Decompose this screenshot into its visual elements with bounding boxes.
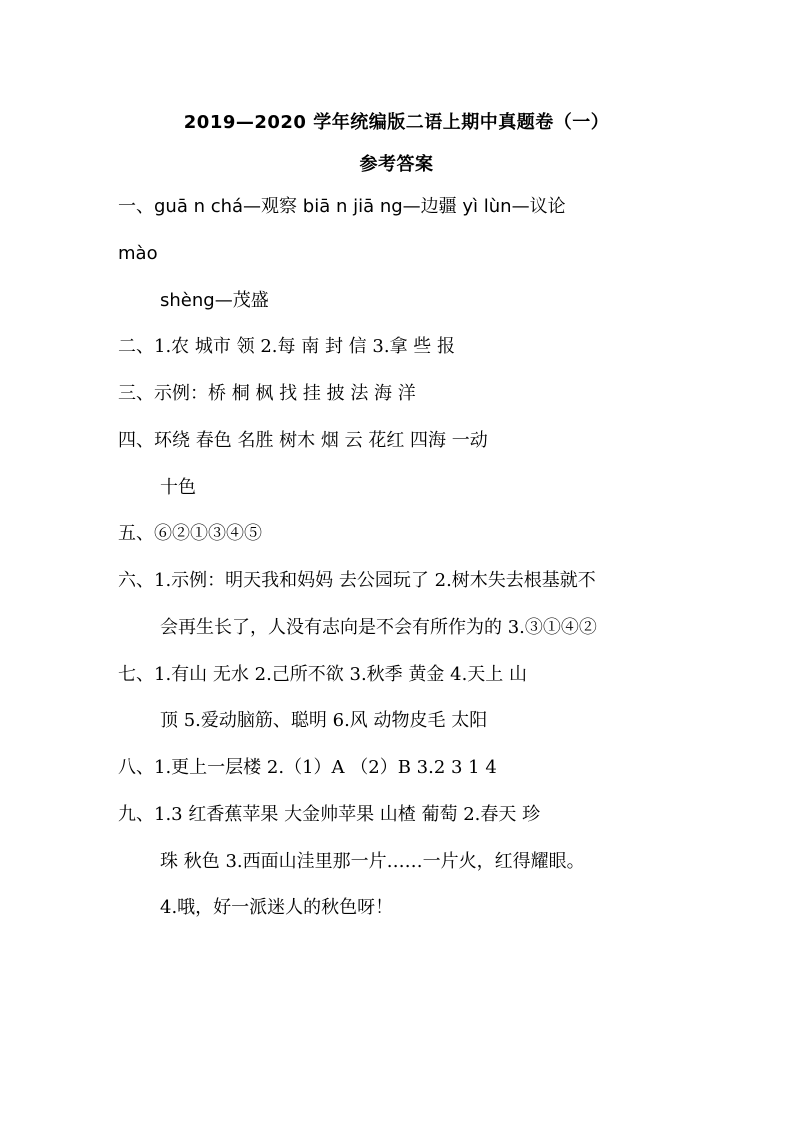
- answer-line-5: 五、⑥②①③④⑤: [118, 523, 262, 544]
- answer-line-7: 七、1.有山 无水 2.己所不欲 3.秋季 黄金 4.天上 山: [118, 664, 528, 685]
- answer-line-1-cont2: shèng—茂盛: [160, 290, 269, 311]
- answer-line-4-cont: 十色: [160, 477, 196, 498]
- answer-line-6: 六、1.示例：明天我和妈妈 去公园玩了 2.树木失去根基就不: [118, 570, 596, 591]
- answer-line-1-cont: mào: [118, 243, 158, 264]
- answer-line-9-cont: 珠 秋色 3.西面山洼里那一片……一片火，红得耀眼。: [160, 851, 585, 872]
- answer-line-7-cont: 顶 5.爱动脑筋、聪明 6.风 动物皮毛 太阳: [160, 710, 488, 731]
- page-subtitle: 参考答案: [359, 154, 434, 175]
- answer-line-8: 八、1.更上一层楼 2.（1）A （2）B 3.2 3 1 4: [118, 757, 497, 778]
- answer-line-9-cont2: 4.哦，好一派迷人的秋色呀！: [160, 897, 394, 918]
- answer-line-6-cont: 会再生长了，人没有志向是不会有所作为的 3.③①④②: [160, 617, 597, 638]
- answer-line-3: 三、示例：桥 桐 枫 找 挂 披 法 海 洋: [118, 383, 416, 404]
- page-title: 2019—2020 学年统编版二语上期中真题卷（一）: [183, 112, 610, 133]
- answer-line-4: 四、环绕 春色 名胜 树木 烟 云 花红 四海 一动: [118, 430, 488, 451]
- answer-line-1: 一、guā n chá—观察 biā n jiā ng—边疆 yì lùn—议论: [118, 196, 566, 217]
- answer-line-2: 二、1.农 城市 领 2.每 南 封 信 3.拿 些 报: [118, 336, 456, 357]
- answer-line-9: 九、1.3 红香蕉苹果 大金帅苹果 山楂 葡萄 2.春天 珍: [118, 804, 541, 825]
